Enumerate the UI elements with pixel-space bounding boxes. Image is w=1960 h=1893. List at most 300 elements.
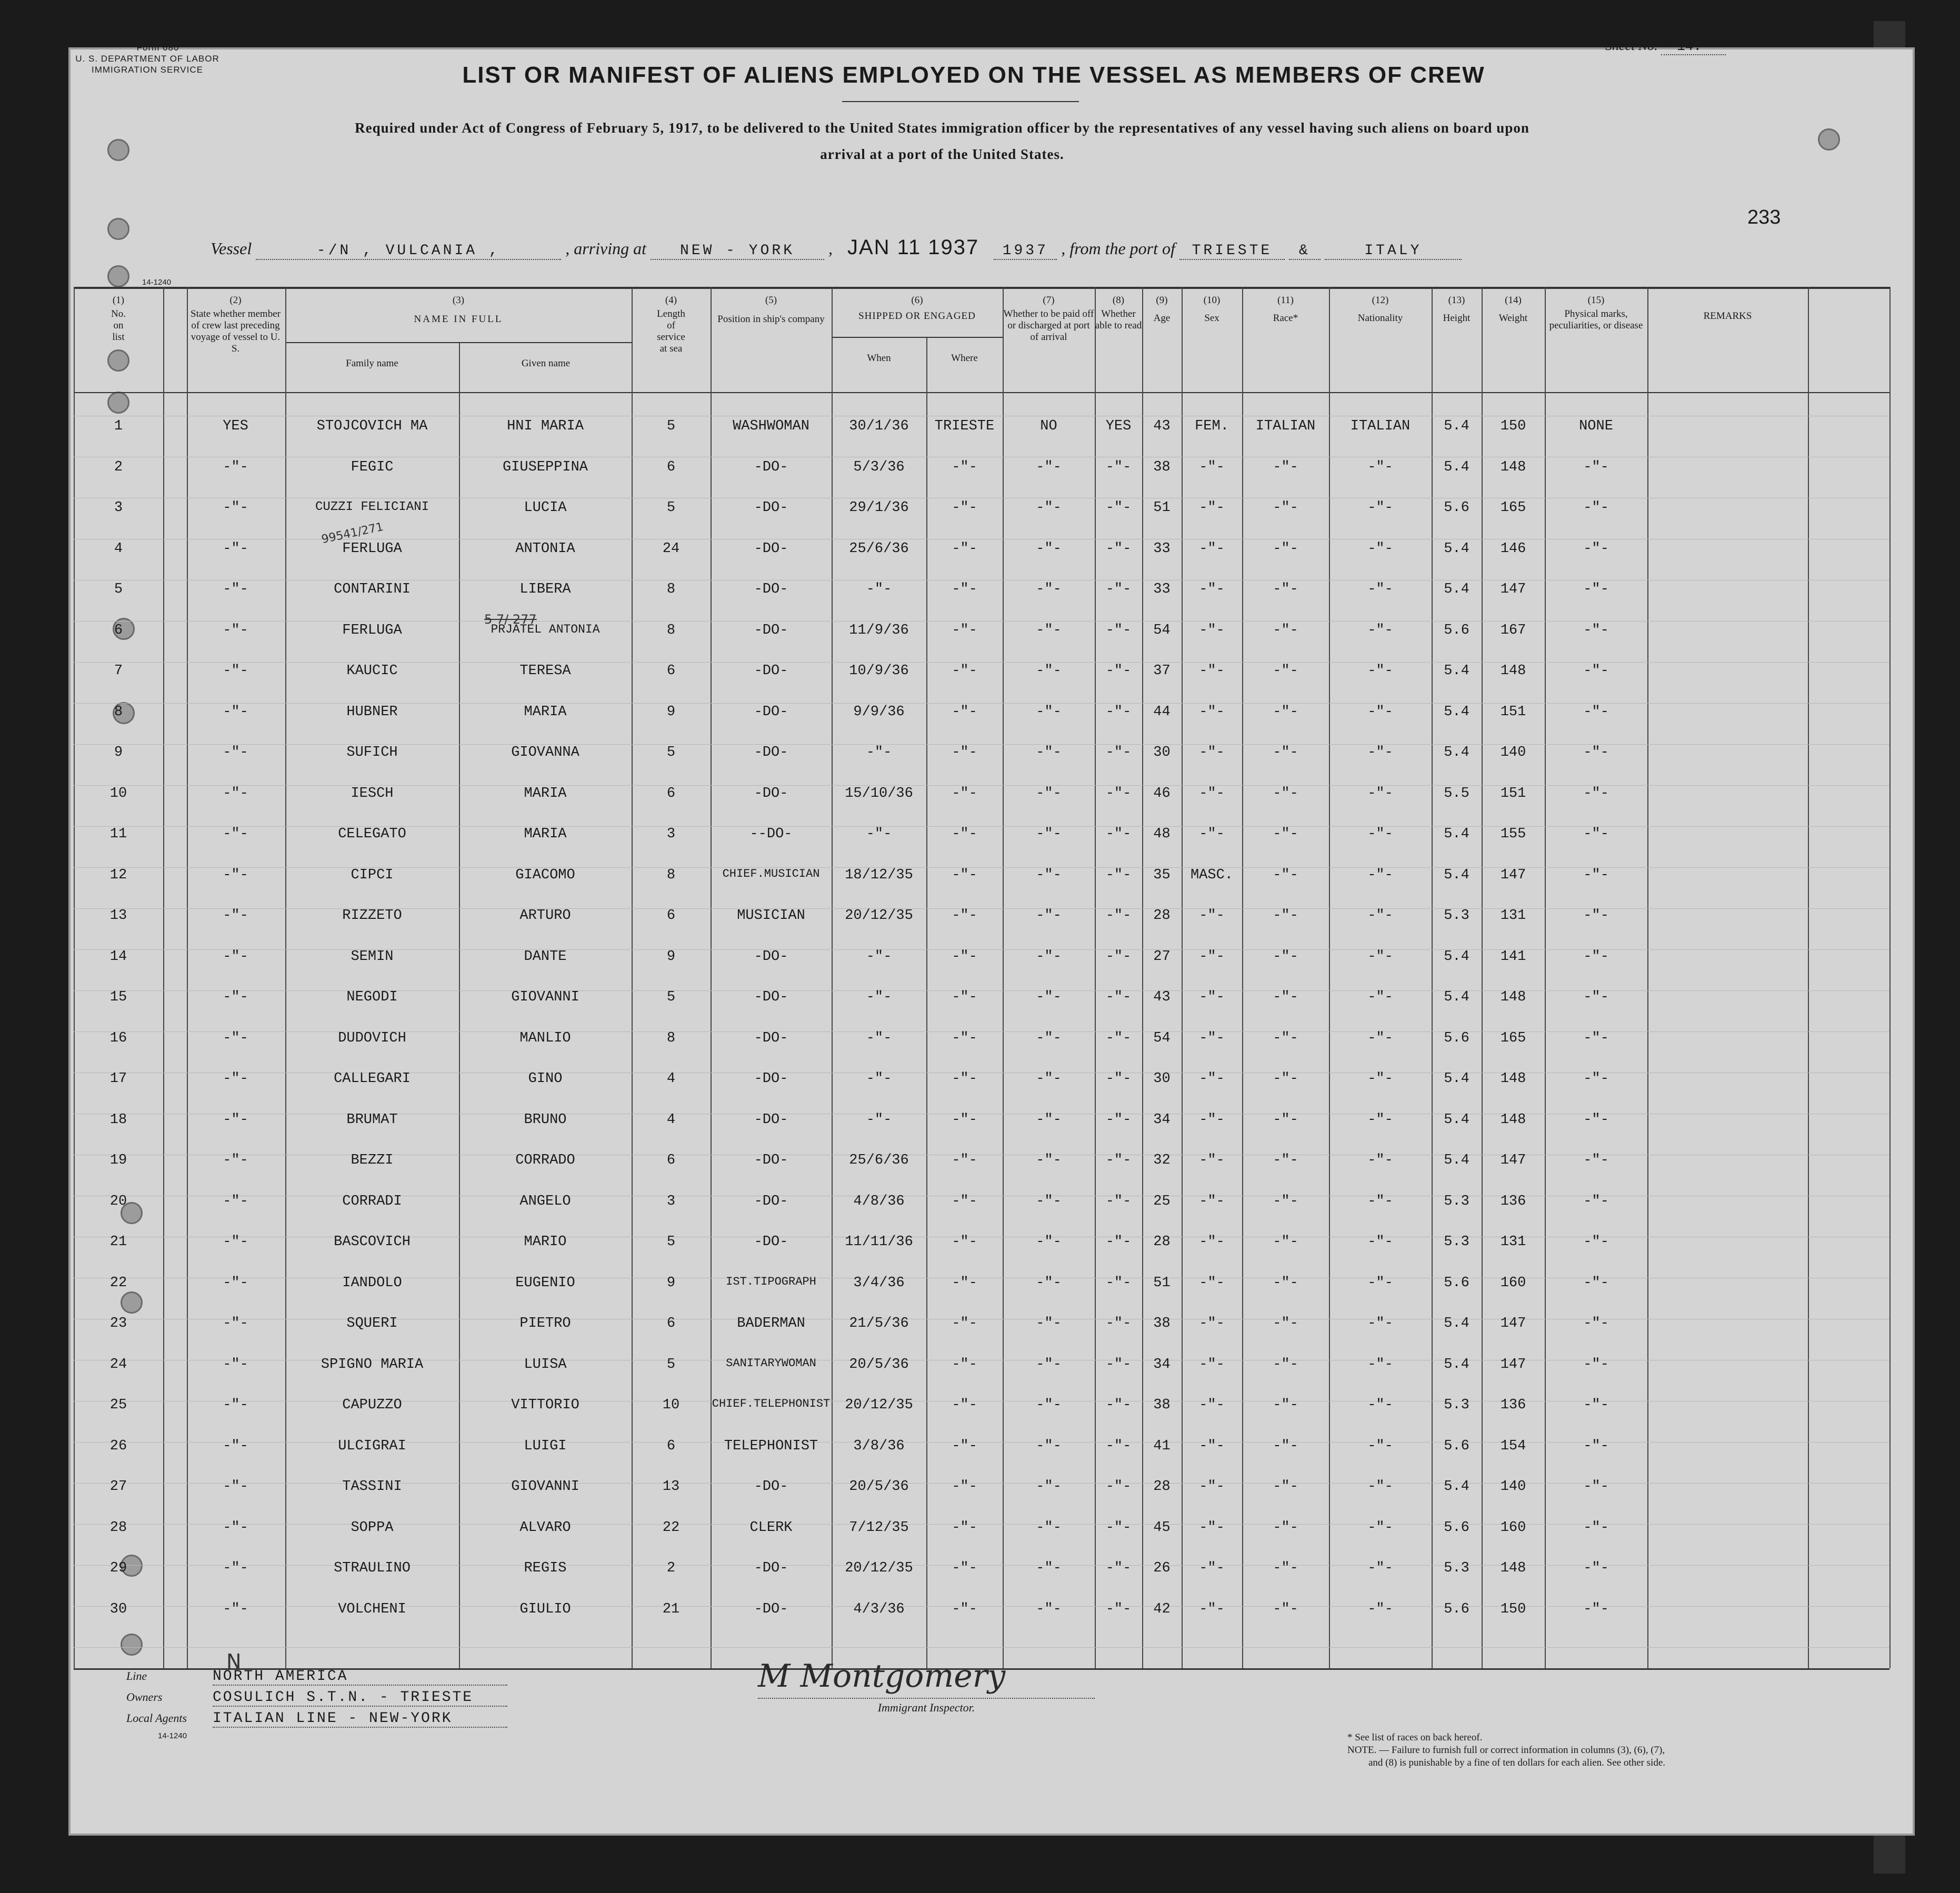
cell-service: 9 [666, 704, 676, 720]
cell-no: 16 [109, 1030, 127, 1046]
cell-when: 20/12/35 [845, 908, 913, 924]
cell-read: -"- [1105, 1356, 1132, 1373]
cell-family: STRAULINO [334, 1560, 411, 1576]
cell-no: 29 [109, 1560, 127, 1576]
cell-paid: -"- [1036, 989, 1062, 1005]
cell-marks: -"- [1583, 745, 1609, 760]
cell-family: DUDOVICH [338, 1030, 406, 1046]
cell-sex: -"- [1199, 908, 1225, 924]
cell-family: HUBNER [346, 704, 398, 720]
cell-service: 8 [666, 867, 676, 883]
cell-prev: -"- [223, 826, 248, 842]
cell-given: ALVARO [519, 1519, 571, 1536]
cell-race: -"- [1273, 1071, 1298, 1087]
inspector-block [758, 1658, 1126, 1715]
col-read-header [1095, 295, 1142, 332]
col-service-label: Length of service at sea [657, 308, 685, 354]
header-bottom-rule [74, 392, 1889, 393]
column-rule [711, 287, 712, 1668]
cell-family: BEZZI [351, 1153, 394, 1168]
cell-no: 15 [109, 989, 127, 1005]
shipped-subheader-rule [832, 337, 1003, 338]
cell-age: 28 [1153, 1234, 1171, 1250]
cell-height: 5.4 [1444, 459, 1469, 475]
cell-prev: -"- [223, 1519, 248, 1536]
cell-marks: -"- [1583, 948, 1609, 965]
cell-position: -DO- [754, 540, 788, 557]
cell-position: TELEPHONIST [724, 1438, 818, 1454]
cell-service: 10 [662, 1397, 680, 1413]
cell-weight: 141 [1500, 948, 1526, 965]
col-paid-header [1003, 295, 1095, 343]
cell-no: 1 [114, 418, 123, 434]
cell-prev: -"- [223, 745, 248, 760]
cell-sex: -"- [1199, 540, 1225, 557]
cell-no: 17 [109, 1071, 127, 1087]
cell-nat: -"- [1367, 1356, 1393, 1373]
cell-race: -"- [1273, 785, 1298, 802]
cell-nat: -"- [1367, 1479, 1393, 1495]
cell-family: CUZZI FELICIANI [315, 500, 429, 514]
cell-nat: -"- [1367, 1438, 1393, 1454]
cell-weight: 151 [1500, 704, 1526, 720]
cell-where: -"- [952, 989, 977, 1005]
footer-code: 14-1240 [158, 1731, 187, 1740]
col-height-label: Height [1443, 313, 1471, 324]
cell-read: -"- [1105, 1030, 1132, 1046]
cell-race: -"- [1273, 663, 1298, 679]
col-name-label: NAME IN FULL [414, 314, 503, 325]
cell-prev: -"- [223, 1438, 248, 1454]
cell-height: 5.4 [1444, 1071, 1469, 1087]
cell-age: 43 [1153, 418, 1171, 434]
col-race-header [1242, 295, 1329, 324]
col-weight-label: Weight [1498, 313, 1528, 324]
cell-given: MARIA [524, 826, 567, 842]
cell-weight: 160 [1500, 1275, 1526, 1291]
cell-when: 7/12/35 [849, 1519, 909, 1536]
cell-paid: -"- [1036, 1601, 1062, 1617]
col-shipped-header [832, 295, 1003, 322]
cell-read: -"- [1105, 1601, 1132, 1617]
cell-height: 5.4 [1444, 582, 1469, 597]
cell-given: MANLIO [519, 1030, 571, 1046]
cell-no: 23 [109, 1316, 127, 1331]
cell-family: IANDOLO [342, 1275, 402, 1291]
column-rule [1329, 287, 1330, 1668]
cell-read: -"- [1105, 622, 1132, 638]
cell-position: IST.TIPOGRAPH [726, 1275, 816, 1288]
cell-where: -"- [952, 1030, 977, 1046]
cell-read: -"- [1105, 1438, 1132, 1454]
col-race-num: (11) [1277, 295, 1294, 306]
cell-marks: -"- [1583, 1519, 1609, 1536]
cell-family: BRUMAT [346, 1111, 398, 1128]
cell-prev: -"- [223, 500, 248, 516]
cell-race: -"- [1273, 1030, 1298, 1046]
cell-weight: 147 [1500, 867, 1526, 883]
cell-given: LUCIA [524, 500, 567, 516]
cell-marks: -"- [1583, 1111, 1609, 1128]
cell-given: GIUSEPPINA [502, 459, 588, 475]
cell-age: 33 [1153, 582, 1171, 597]
cell-read: YES [1105, 418, 1132, 434]
col-paid-num: (7) [1043, 295, 1055, 306]
cell-prev: -"- [223, 540, 248, 557]
cell-no: 21 [109, 1234, 127, 1250]
cell-sex: -"- [1199, 500, 1225, 516]
cell-given: VITTORIO [511, 1397, 579, 1413]
cell-marks: -"- [1583, 1397, 1609, 1413]
cell-prev: -"- [223, 1153, 248, 1168]
cell-where: -"- [952, 745, 977, 760]
cell-read: -"- [1105, 948, 1132, 965]
agents-value: ITALIAN LINE - NEW-YORK [213, 1710, 507, 1728]
cell-age: 28 [1153, 1479, 1171, 1495]
cell-marks: -"- [1583, 500, 1609, 516]
cell-age: 30 [1153, 745, 1171, 760]
cell-sex: MASC. [1190, 867, 1233, 883]
cell-paid: -"- [1036, 582, 1062, 597]
col-service-num: (4) [665, 295, 677, 306]
cell-weight: 131 [1500, 1234, 1526, 1250]
cell-prev: -"- [223, 1397, 248, 1413]
cell-no: 18 [109, 1111, 127, 1128]
cell-where: -"- [952, 1601, 977, 1617]
cell-age: 37 [1153, 663, 1171, 679]
cell-service: 6 [666, 459, 676, 475]
cell-paid: -"- [1036, 1356, 1062, 1373]
cell-sex: -"- [1199, 1601, 1225, 1617]
cell-position: -DO- [754, 1601, 788, 1617]
cell-given: ARTURO [519, 908, 571, 924]
cell-read: -"- [1105, 908, 1132, 924]
cell-age: 38 [1153, 1316, 1171, 1331]
cell-read: -"- [1105, 989, 1132, 1005]
cell-position: -DO- [754, 1234, 788, 1250]
cell-sex: -"- [1199, 582, 1225, 597]
col-shipped-num: (6) [911, 295, 923, 306]
cell-service: 5 [666, 1234, 676, 1250]
cell-nat: -"- [1367, 1560, 1393, 1576]
cell-age: 46 [1153, 785, 1171, 802]
cell-where: -"- [952, 1356, 977, 1373]
cell-service: 2 [666, 1560, 676, 1576]
cell-race: -"- [1273, 582, 1298, 597]
cell-where: -"- [952, 1479, 977, 1495]
cell-family: SUFICH [346, 745, 398, 760]
cell-race: ITALIAN [1255, 418, 1316, 434]
ruled-line [74, 662, 1889, 663]
cell-sex: -"- [1199, 1479, 1225, 1495]
strikethrough-annotation: 5 7/ 277 [484, 612, 537, 627]
col-weight-num: (14) [1505, 295, 1522, 306]
cell-prev: -"- [223, 989, 248, 1005]
cell-when: -"- [866, 745, 892, 760]
cell-paid: -"- [1036, 1438, 1062, 1454]
cell-family: SOPPA [351, 1519, 394, 1536]
cell-sex: -"- [1199, 1356, 1225, 1373]
col-height-header [1432, 295, 1482, 324]
col-prev-header [187, 295, 284, 355]
cell-race: -"- [1273, 1356, 1298, 1373]
cell-given: GIULIO [519, 1601, 571, 1617]
cell-given: DANTE [524, 948, 567, 965]
col-age-label: Age [1153, 313, 1171, 324]
binder-hole [107, 218, 129, 240]
cell-nat: -"- [1367, 704, 1393, 720]
cell-prev: -"- [223, 1193, 248, 1209]
cell-when: 3/8/36 [853, 1438, 905, 1454]
col-race-label: Race* [1273, 313, 1298, 324]
cell-race: -"- [1273, 826, 1298, 842]
cell-height: 5.4 [1444, 1479, 1469, 1495]
col-nat-header [1329, 295, 1432, 324]
cell-weight: 131 [1500, 908, 1526, 924]
cell-where: -"- [952, 1438, 977, 1454]
cell-position: CLERK [749, 1519, 793, 1536]
cell-sex: -"- [1199, 785, 1225, 802]
cell-race: -"- [1273, 1234, 1298, 1250]
from-label: , from the port of [1061, 239, 1175, 258]
cell-nat: -"- [1367, 1153, 1393, 1168]
cell-where: -"- [952, 826, 977, 842]
cell-no: 7 [114, 663, 123, 679]
col-sex-label: Sex [1204, 313, 1219, 324]
cell-when: 15/10/36 [845, 785, 913, 802]
line-label: Line [126, 1669, 147, 1682]
cell-race: -"- [1273, 459, 1298, 475]
cell-marks: -"- [1583, 908, 1609, 924]
cell-service: 6 [666, 908, 676, 924]
cell-height: 5.6 [1444, 622, 1469, 638]
cell-nat: -"- [1367, 582, 1393, 597]
cell-weight: 154 [1500, 1438, 1526, 1454]
cell-sex: -"- [1199, 989, 1225, 1005]
cell-marks: -"- [1583, 1601, 1609, 1617]
cell-sex: -"- [1199, 826, 1225, 842]
cell-race: -"- [1273, 908, 1298, 924]
cell-when: -"- [866, 582, 892, 597]
cell-race: -"- [1273, 500, 1298, 516]
cell-paid: -"- [1036, 500, 1062, 516]
cell-read: -"- [1105, 1479, 1132, 1495]
cell-height: 5.4 [1444, 1153, 1469, 1168]
cell-age: 28 [1153, 908, 1171, 924]
cell-where: -"- [952, 1234, 977, 1250]
cell-read: -"- [1105, 1153, 1132, 1168]
line-value: NORTH AMERICA [213, 1668, 507, 1686]
cell-position: -DO- [754, 1071, 788, 1087]
cell-when: -"- [866, 989, 892, 1005]
cell-race: -"- [1273, 1479, 1298, 1495]
cell-family: IESCH [351, 785, 394, 802]
cell-sex: -"- [1199, 1397, 1225, 1413]
cell-where: -"- [952, 1071, 977, 1087]
cell-weight: 148 [1500, 1560, 1526, 1576]
cell-weight: 150 [1500, 1601, 1526, 1617]
cell-given: GIOVANNI [511, 1479, 579, 1495]
cell-given: MARIA [524, 785, 567, 802]
cell-family: NEGODI [346, 989, 398, 1005]
col-marks-header [1545, 295, 1647, 332]
inspector-signature: M Montgomery [758, 1658, 1006, 1695]
cell-height: 5.4 [1444, 1316, 1469, 1331]
cell-family: STOJCOVICH MA [316, 418, 428, 434]
cell-nat: -"- [1367, 785, 1393, 802]
cell-nat: -"- [1367, 1234, 1393, 1250]
cell-where: -"- [952, 948, 977, 965]
cell-prev: -"- [223, 704, 248, 720]
cell-nat: -"- [1367, 1275, 1393, 1291]
cell-marks: -"- [1583, 459, 1609, 475]
cell-age: 26 [1153, 1560, 1171, 1576]
cell-no: 30 [109, 1601, 127, 1617]
col-sex-num: (10) [1203, 295, 1221, 306]
cell-position: -DO- [754, 704, 788, 720]
cell-nat: -"- [1367, 1316, 1393, 1331]
cell-weight: 147 [1500, 1153, 1526, 1168]
cell-prev: -"- [223, 1560, 248, 1576]
cell-sex: -"- [1199, 745, 1225, 760]
cell-position: CHIEF.MUSICIAN [722, 867, 820, 880]
cell-prev: -"- [223, 1275, 248, 1291]
sheet-number [1605, 38, 1826, 54]
cell-age: 25 [1153, 1193, 1171, 1209]
cell-sex: -"- [1199, 1519, 1225, 1536]
cell-position: CHIEF.TELEPHONIST [712, 1397, 831, 1410]
cell-service: 6 [666, 1438, 676, 1454]
column-rule [1142, 287, 1143, 1668]
cell-family: CELEGATO [338, 826, 406, 842]
col-position-num: (5) [765, 295, 777, 306]
col-name-num: (3) [452, 295, 465, 306]
col-prev-label: State whether member of crew last preceding voyage of vessel to U. S. [191, 308, 281, 354]
cell-nat: -"- [1367, 1519, 1393, 1536]
note-line2: and (8) is punishable by a fine of ten dollars for each alien. See other side. [1368, 1757, 1666, 1768]
cell-paid: -"- [1036, 908, 1062, 924]
cell-weight: 146 [1500, 540, 1526, 557]
cell-paid: -"- [1036, 540, 1062, 557]
column-rule [832, 287, 833, 1668]
cell-age: 33 [1153, 540, 1171, 557]
cell-sex: -"- [1199, 459, 1225, 475]
cell-paid: -"- [1036, 1030, 1062, 1046]
cell-no: 25 [109, 1397, 127, 1413]
cell-no: 26 [109, 1438, 127, 1454]
arriving-label: , arriving at [565, 239, 646, 258]
cell-service: 6 [666, 1153, 676, 1168]
cell-age: 27 [1153, 948, 1171, 965]
cell-family: BASCOVICH [334, 1234, 411, 1250]
col-no-num: (1) [112, 295, 125, 306]
cell-given: PRJATEL ANTONIA [491, 622, 600, 636]
cell-paid: -"- [1036, 663, 1062, 679]
vessel-line: Vessel -/N , VULCANIA , , arriving at NEW - YORK , JAN 11 1937 1937 , from the port of TRIESTE & ITALY [211, 236, 1768, 260]
cell-paid: -"- [1036, 1071, 1062, 1087]
cell-nat: -"- [1367, 745, 1393, 760]
cell-paid: -"- [1036, 745, 1062, 760]
department: U. S. DEPARTMENT OF LABOR [75, 54, 219, 64]
ruled-line [74, 1647, 1889, 1648]
cell-read: -"- [1105, 826, 1132, 842]
handwritten-mark: N [226, 1650, 242, 1673]
cell-where: -"- [952, 908, 977, 924]
cell-paid: -"- [1036, 1519, 1062, 1536]
crew-manifest-table [74, 287, 1889, 1676]
cell-paid: -"- [1036, 826, 1062, 842]
cell-when: 18/12/35 [845, 867, 913, 883]
col-given-header: Given name [521, 358, 571, 369]
col-no-header [74, 295, 163, 343]
col-read-num: (8) [1112, 295, 1125, 306]
cell-when: 4/3/36 [853, 1601, 905, 1617]
cell-paid: -"- [1036, 1153, 1062, 1168]
cell-nat: -"- [1367, 1601, 1393, 1617]
cell-marks: -"- [1583, 582, 1609, 597]
col-read-label: Whether able to read [1095, 308, 1142, 331]
cell-given: ANTONIA [515, 540, 575, 557]
cell-where: -"- [952, 785, 977, 802]
cell-marks: -"- [1583, 540, 1609, 557]
cell-race: -"- [1273, 1111, 1298, 1128]
cell-weight: 165 [1500, 1030, 1526, 1046]
cell-nat: -"- [1367, 908, 1393, 924]
cell-sex: -"- [1199, 1030, 1225, 1046]
cell-race: -"- [1273, 745, 1298, 760]
cell-read: -"- [1105, 745, 1132, 760]
departure-port: TRIESTE [1179, 243, 1285, 260]
cell-weight: 147 [1500, 1356, 1526, 1373]
cell-age: 54 [1153, 1030, 1171, 1046]
cell-nat: -"- [1367, 1030, 1393, 1046]
subtitle-line2: arrival at a port of the United States. [820, 146, 1064, 162]
cell-height: 5.4 [1444, 1111, 1469, 1128]
cell-service: 6 [666, 1316, 676, 1331]
cell-marks: -"- [1583, 785, 1609, 802]
cell-age: 48 [1153, 826, 1171, 842]
cell-marks: -"- [1583, 989, 1609, 1005]
cell-where: -"- [952, 1153, 977, 1168]
cell-read: -"- [1105, 582, 1132, 597]
cell-family: FERLUGA [342, 622, 402, 638]
cell-where: -"- [952, 1397, 977, 1413]
cell-prev: -"- [223, 582, 248, 597]
cell-sex: -"- [1199, 1316, 1225, 1331]
cell-sex: -"- [1199, 948, 1225, 965]
cell-race: -"- [1273, 948, 1298, 965]
cell-position: -DO- [754, 989, 788, 1005]
cell-age: 32 [1153, 1153, 1171, 1168]
cell-when: 11/11/36 [845, 1234, 913, 1250]
vessel-name: -/N , VULCANIA , [256, 243, 561, 260]
cell-when: 25/6/36 [849, 540, 909, 557]
cell-service: 4 [666, 1071, 676, 1087]
cell-position: -DO- [754, 1193, 788, 1209]
cell-marks: -"- [1583, 1479, 1609, 1495]
cell-given: ANGELO [519, 1193, 571, 1209]
name-subheader-rule [285, 342, 632, 343]
cell-height: 5.3 [1444, 1560, 1469, 1576]
cell-where: -"- [952, 1316, 977, 1331]
cell-given: HNI MARIA [507, 418, 584, 434]
cell-race: -"- [1273, 1153, 1298, 1168]
cell-no: 2 [114, 459, 123, 475]
column-rule [285, 287, 286, 1668]
cell-age: 30 [1153, 1071, 1171, 1087]
cell-family: KAUCIC [346, 663, 398, 679]
cell-service: 9 [666, 948, 676, 965]
